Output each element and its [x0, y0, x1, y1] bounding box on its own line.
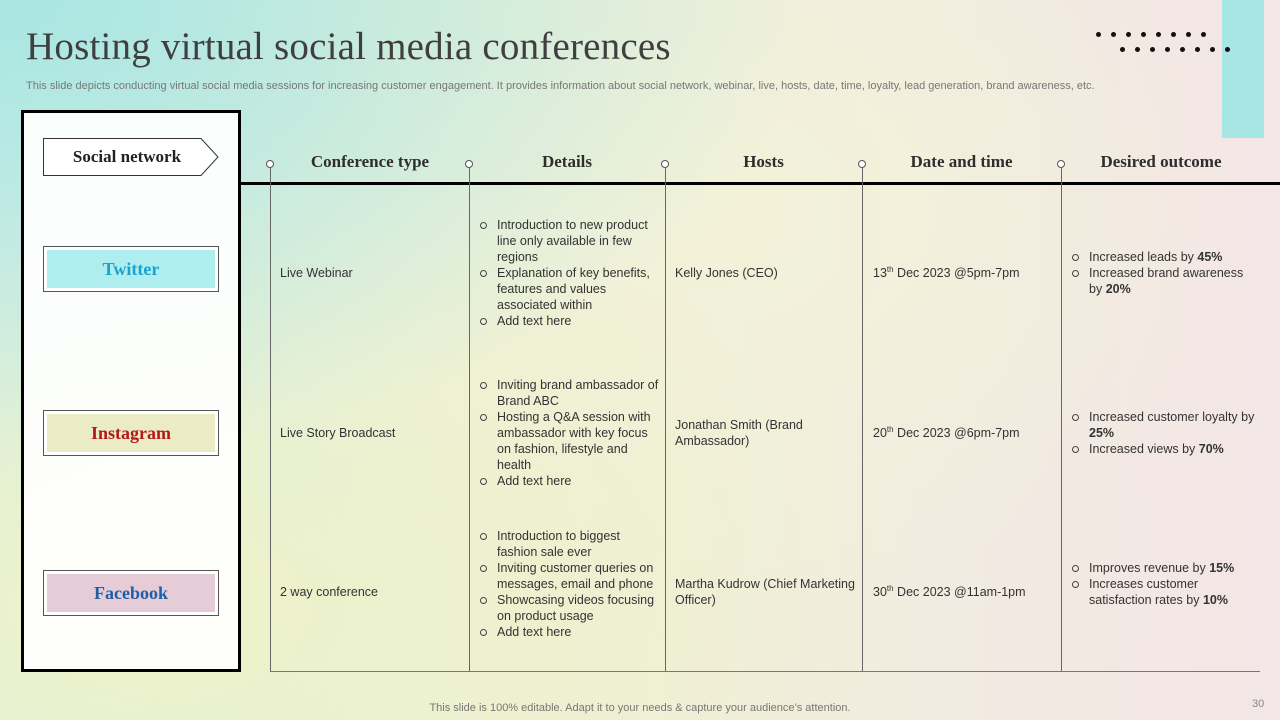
date-day: 13	[873, 266, 887, 280]
outcome-value: 15%	[1209, 561, 1235, 575]
column-divider	[1061, 165, 1062, 671]
decorative-dots	[1094, 30, 1244, 56]
details-item: Hosting a Q&A session with ambassador with key focus on fashion, lifestyle and health	[479, 409, 659, 473]
cell-date-time	[873, 584, 1058, 600]
date-day: 20	[873, 426, 887, 440]
details-item: Inviting customer queries on messages, email and phone	[479, 560, 659, 592]
cell-host: Martha Kudrow (Chief Marketing Officer)	[675, 577, 855, 607]
cell-date-time	[873, 425, 1058, 441]
network-label-facebook: Facebook	[47, 574, 215, 612]
outcome-item	[1071, 265, 1256, 297]
details-item: Showcasing videos focusing on product usage	[479, 592, 659, 624]
cell-details	[479, 377, 659, 489]
table-bottom-rule	[270, 671, 1260, 672]
date-rest: Dec 2023 @5pm-7pm	[893, 266, 1020, 280]
outcome-value: 25%	[1089, 426, 1115, 440]
social-network-label: Social network	[72, 147, 182, 166]
cell-outcomes	[1071, 249, 1256, 297]
outcome-item	[1071, 576, 1256, 608]
date-day: 30	[873, 585, 887, 599]
column-header-date-time: Date and time	[910, 152, 1013, 171]
outcome-value: 45%	[1197, 250, 1223, 264]
accent-bar	[1222, 0, 1264, 138]
date-suffix: th	[886, 583, 894, 593]
date-rest: Dec 2023 @11am-1pm	[893, 585, 1026, 599]
outcome-value: 10%	[1202, 593, 1228, 607]
network-box-twitter	[43, 246, 219, 292]
details-item: Inviting brand ambassador of Brand ABC	[479, 377, 659, 409]
column-header-details: Details	[541, 152, 593, 171]
column-divider	[469, 165, 470, 671]
outcome-item	[1071, 560, 1256, 576]
details-item: Add text here	[479, 313, 659, 329]
network-box-facebook	[43, 570, 219, 616]
column-header-hosts: Hosts	[743, 152, 784, 171]
outcome-text: Increased customer loyalty by	[1089, 410, 1255, 424]
outcome-text: Increased leads by	[1089, 250, 1198, 264]
details-item: Add text here	[479, 473, 659, 489]
network-box-instagram	[43, 410, 219, 456]
outcome-text: Improves revenue by	[1089, 561, 1210, 575]
page-title: Hosting virtual social media conferences	[26, 25, 671, 68]
date-rest: Dec 2023 @6pm-7pm	[893, 426, 1020, 440]
details-item: Introduction to biggest fashion sale ever	[479, 528, 659, 560]
cell-host: Jonathan Smith (Brand Ambassador)	[675, 418, 803, 448]
outcome-item	[1071, 409, 1256, 441]
column-header-conference-type: Conference type	[310, 152, 430, 171]
outcome-text: Increased brand awareness by	[1089, 266, 1244, 296]
outcome-item	[1071, 249, 1256, 265]
date-suffix: th	[886, 264, 894, 274]
cell-outcomes	[1071, 560, 1256, 608]
network-label-instagram: Instagram	[47, 414, 215, 452]
details-item: Introduction to new product line only available in few regions	[479, 217, 659, 265]
column-divider	[270, 165, 271, 671]
cell-conference-type: 2 way conference	[280, 585, 378, 599]
cell-details	[479, 528, 659, 640]
column-divider	[862, 165, 863, 671]
page-number: 30	[1252, 698, 1265, 710]
cell-date-time	[873, 265, 1058, 281]
details-item: Explanation of key benefits, features and values associated within	[479, 265, 659, 313]
outcome-text: Increases customer satisfaction rates by	[1089, 577, 1203, 607]
outcome-text: Increased views by	[1089, 442, 1199, 456]
page-subtitle: This slide depicts conducting virtual social media sessions for increasing customer engagement. It provides information about social network, webinar, live, hosts, date, time, loyalty, lead generation, brand awareness, etc.	[26, 80, 1095, 92]
footer-note: This slide is 100% editable. Adapt it to your needs & capture your audience’s attention.	[429, 702, 851, 714]
cell-host: Kelly Jones (CEO)	[675, 266, 778, 280]
network-label-twitter: Twitter	[47, 250, 215, 288]
social-network-tag	[43, 138, 219, 176]
outcome-value: 70%	[1198, 442, 1224, 456]
cell-conference-type: Live Story Broadcast	[280, 426, 396, 440]
outcome-value: 20%	[1105, 282, 1131, 296]
column-header-desired-outcome: Desired outcome	[1100, 152, 1222, 171]
header-rule	[240, 182, 1280, 185]
column-divider	[665, 165, 666, 671]
outcome-item	[1071, 441, 1256, 457]
cell-details	[479, 217, 659, 329]
cell-outcomes	[1071, 409, 1256, 457]
date-suffix: th	[886, 424, 894, 434]
cell-conference-type: Live Webinar	[280, 266, 353, 280]
details-item: Add text here	[479, 624, 659, 640]
